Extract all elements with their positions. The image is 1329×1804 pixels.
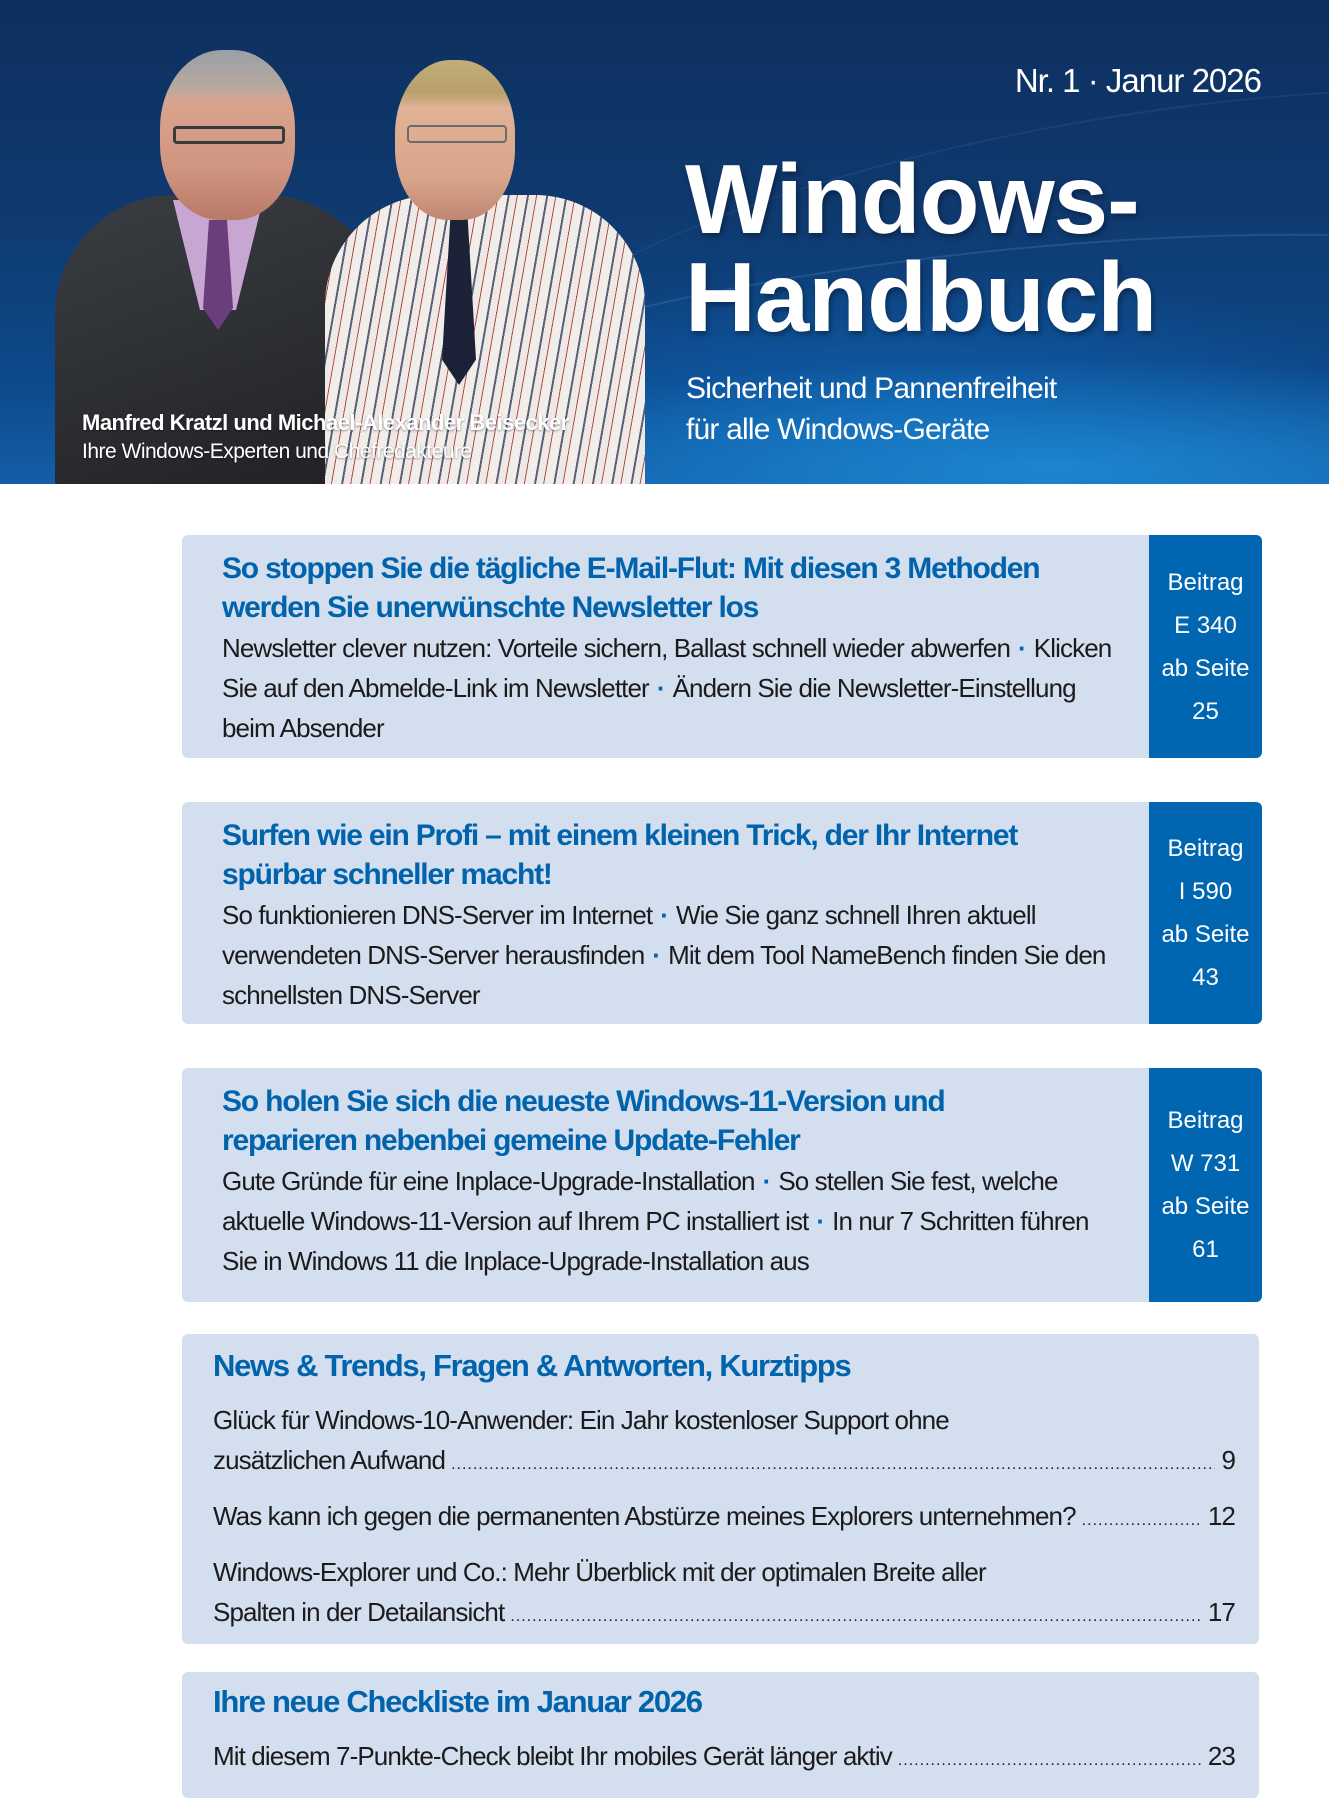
subtitle-line-2: für alle Windows-Geräte <box>686 413 990 446</box>
article-content <box>222 816 1112 1015</box>
topic: Ändern Sie die Newsletter-Einstellung beim Absender <box>222 673 1076 743</box>
entry-last-line <box>213 1736 1235 1781</box>
ref-label: Beitrag <box>1167 568 1244 596</box>
ref-label: Beitrag <box>1167 1107 1244 1134</box>
entry-last-line <box>213 1496 1235 1541</box>
topic: Gute Gründe für eine Inplace-Upgrade-Installation <box>222 1166 755 1196</box>
headline-line-2: werden Sie unerwünschte Newsletter los <box>222 591 759 624</box>
bullet-separator: · <box>762 1166 771 1196</box>
bullet-separator: · <box>652 940 661 970</box>
section-title: Ihre neue Checkliste im Januar 2026 <box>213 1684 702 1719</box>
entry-text: Mit diesem 7-Punkte-Check bleibt Ihr mobiles Gerät länger aktiv <box>213 1741 892 1771</box>
article-headline <box>222 816 1112 894</box>
ref-page: 25 <box>1192 697 1219 725</box>
ref-label: Beitrag <box>1167 835 1244 862</box>
glasses <box>173 126 285 144</box>
toc-entry[interactable] <box>213 1736 1235 1781</box>
article-topics <box>222 895 1112 1015</box>
article-reference <box>1149 1068 1262 1302</box>
cover-header <box>0 0 1329 484</box>
ref-code: E 340 <box>1174 611 1237 639</box>
headline-line-1: Surfen wie ein Profi – mit einem kleinen Trick, der Ihr Internet <box>222 819 1018 852</box>
ref-page: 43 <box>1192 964 1219 991</box>
checklist-section <box>182 1672 1259 1798</box>
article-headline <box>222 549 1112 627</box>
topic: So stellen Sie fest, welche aktuelle Windows-11-Version auf Ihrem PC installiert ist <box>222 1166 1058 1236</box>
publication-title <box>685 144 1157 352</box>
entry-last-line <box>213 1440 1235 1485</box>
entry-text: Was kann ich gegen die permanenten Abstürze meines Explorers unternehmen? <box>213 1501 1076 1531</box>
article-content <box>222 1082 1112 1281</box>
ref-page-label: ab Seite <box>1161 921 1250 948</box>
headline-line-1: So holen Sie sich die neueste Windows-11-Version und <box>222 1085 945 1118</box>
entry-text-line-2: Spalten in der Detailansicht <box>213 1597 505 1627</box>
topic: So funktionieren DNS-Server im Internet <box>222 900 653 930</box>
article-content <box>222 549 1112 748</box>
bullet-separator: · <box>816 1206 825 1236</box>
article-box-email-flut[interactable] <box>182 535 1262 758</box>
ref-page-label: ab Seite <box>1161 654 1250 682</box>
glasses <box>407 125 507 143</box>
dot-leader <box>1082 1501 1202 1541</box>
entry-page-number: 17 <box>1207 1597 1235 1627</box>
bullet-separator: · <box>1018 633 1026 663</box>
publication-subtitle <box>686 368 1056 450</box>
entry-last-line <box>213 1592 1235 1637</box>
issue-number-date: Nr. 1 · Janur 2026 <box>1014 62 1261 99</box>
subtitle-line-1: Sicherheit und Pannenfreiheit <box>686 372 1057 405</box>
headline-line-1: So stoppen Sie die tägliche E-Mail-Flut: Mit diesen 3 Methoden <box>222 552 1040 585</box>
article-box-windows-11-upgrade[interactable] <box>182 1068 1262 1302</box>
article-headline <box>222 1082 1112 1160</box>
bullet-separator: · <box>660 900 668 930</box>
authors-names: Manfred Kratzl und Michael-Alexander Beisecker <box>82 410 569 435</box>
dot-leader <box>510 1597 1202 1637</box>
ref-code: W 731 <box>1170 1150 1241 1177</box>
entry-page-number: 12 <box>1207 1501 1235 1531</box>
topic: Newsletter clever nutzen: Vorteile sichern, Ballast schnell wieder abwerfen <box>222 633 1011 663</box>
article-topics <box>222 1161 1112 1281</box>
article-reference <box>1149 802 1262 1024</box>
entry-page-number: 23 <box>1207 1741 1235 1771</box>
entry-text-line-1: Glück für Windows-10-Anwender: Ein Jahr kostenloser Support ohne <box>213 1405 949 1435</box>
ref-page: 61 <box>1192 1236 1219 1263</box>
topic: In nur 7 Schritten führen Sie in Windows 11 die Inplace-Upgrade-Installation aus <box>222 1206 1089 1276</box>
section-title: News & Trends, Fragen & Antworten, Kurztipps <box>213 1348 851 1383</box>
bullet-separator: · <box>656 673 665 703</box>
authors-role: Ihre Windows-Experten und Chefredakteure <box>82 440 472 463</box>
authors-caption <box>82 410 569 464</box>
article-box-dns-surfen[interactable] <box>182 802 1262 1024</box>
article-reference <box>1149 535 1262 758</box>
topic: Wie Sie ganz schnell Ihren aktuell verwendeten DNS-Server herausfinden <box>222 900 1036 970</box>
dot-leader <box>451 1445 1215 1485</box>
ref-code: I 590 <box>1178 878 1233 905</box>
entry-page-number: 9 <box>1221 1445 1235 1475</box>
headline-line-2: spürbar schneller macht! <box>222 858 552 891</box>
news-trends-section <box>182 1334 1259 1644</box>
toc-entry[interactable] <box>213 1400 1235 1485</box>
toc-entry[interactable] <box>213 1552 1235 1637</box>
title-line-1: Windows- <box>685 144 1139 254</box>
title-line-2: Handbuch <box>685 242 1157 352</box>
entry-text-line-1: Windows-Explorer und Co.: Mehr Überblick mit der optimalen Breite aller <box>213 1557 986 1587</box>
topic: Mit dem Tool NameBench finden Sie den schnellsten DNS-Server <box>222 940 1106 1010</box>
topic: Klicken Sie auf den Abmelde-Link im Newsletter <box>222 633 1112 703</box>
entry-text-line-2: zusätzlichen Aufwand <box>213 1445 446 1475</box>
ref-page-label: ab Seite <box>1161 1193 1250 1220</box>
dot-leader <box>898 1741 1202 1781</box>
article-topics <box>222 628 1112 748</box>
headline-line-2: reparieren nebenbei gemeine Update-Fehler <box>222 1124 800 1157</box>
toc-entry[interactable] <box>213 1496 1235 1541</box>
